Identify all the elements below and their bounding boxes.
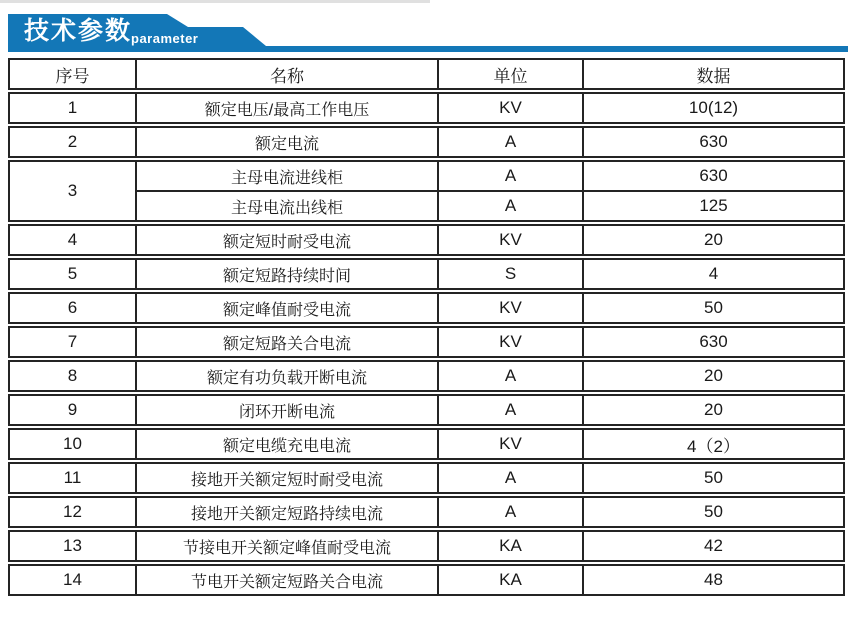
cell-serial: 10 [9, 427, 136, 461]
cell-serial: 7 [9, 325, 136, 359]
cell-serial: 8 [9, 359, 136, 393]
table-row [9, 91, 844, 125]
cell-unit: KA [438, 529, 583, 563]
table-row [9, 291, 844, 325]
table-row [9, 495, 844, 529]
cell-value: 10(12) [583, 91, 844, 125]
cell-name: 主母电流进线柜 [136, 159, 438, 191]
cell-serial: 3 [9, 159, 136, 223]
cell-unit: A [438, 495, 583, 529]
cell-value: 48 [583, 563, 844, 595]
table-row [9, 529, 844, 563]
header-serial: 序号 [9, 59, 136, 91]
cell-serial: 13 [9, 529, 136, 563]
cell-value: 50 [583, 461, 844, 495]
table-header-row [9, 59, 844, 91]
cell-serial: 5 [9, 257, 136, 291]
cell-name: 接地开关额定短路持续电流 [136, 495, 438, 529]
cell-unit: KV [438, 325, 583, 359]
cell-unit: A [438, 461, 583, 495]
cell-name: 额定短时耐受电流 [136, 223, 438, 257]
cell-serial: 6 [9, 291, 136, 325]
cell-name: 额定电流 [136, 125, 438, 159]
cell-value: 20 [583, 223, 844, 257]
cell-unit: S [438, 257, 583, 291]
cell-serial: 9 [9, 393, 136, 427]
table-row [9, 359, 844, 393]
cell-unit: A [438, 125, 583, 159]
table-row [9, 223, 844, 257]
cell-name: 闭环开断电流 [136, 393, 438, 427]
table-row [9, 257, 844, 291]
cell-serial: 12 [9, 495, 136, 529]
table-row [9, 563, 844, 595]
cell-value: 50 [583, 495, 844, 529]
table-row [9, 393, 844, 427]
header-data: 数据 [583, 59, 844, 91]
cell-value: 42 [583, 529, 844, 563]
cell-unit: KV [438, 291, 583, 325]
cell-unit: A [438, 191, 583, 223]
cell-unit: KV [438, 427, 583, 461]
table-row [9, 159, 844, 191]
cell-value: 50 [583, 291, 844, 325]
cell-value: 20 [583, 393, 844, 427]
cell-name: 额定电压/最高工作电压 [136, 91, 438, 125]
cell-value: 4（2） [583, 427, 844, 461]
cell-name: 接地开关额定短时耐受电流 [136, 461, 438, 495]
cell-value: 4 [583, 257, 844, 291]
cell-name: 额定电缆充电电流 [136, 427, 438, 461]
cell-value: 630 [583, 159, 844, 191]
banner-subtitle: parameter [131, 31, 199, 46]
parameter-table [8, 58, 845, 596]
cell-serial: 14 [9, 563, 136, 595]
cell-name: 额定短路持续时间 [136, 257, 438, 291]
cell-name: 主母电流出线柜 [136, 191, 438, 223]
section-banner [0, 0, 850, 56]
cell-serial: 1 [9, 91, 136, 125]
cell-name: 节接电开关额定峰值耐受电流 [136, 529, 438, 563]
table-row [9, 461, 844, 495]
cell-name: 额定有功负载开断电流 [136, 359, 438, 393]
table-body [9, 91, 844, 595]
banner-title: 技术参数 [24, 17, 133, 45]
cell-unit: A [438, 159, 583, 191]
table-row [9, 125, 844, 159]
cell-value: 20 [583, 359, 844, 393]
cell-unit: A [438, 359, 583, 393]
cell-unit: KA [438, 563, 583, 595]
cell-serial: 4 [9, 223, 136, 257]
header-name: 名称 [136, 59, 438, 91]
header-unit: 单位 [438, 59, 583, 91]
cell-name: 节电开关额定短路关合电流 [136, 563, 438, 595]
cell-serial: 11 [9, 461, 136, 495]
table-row [9, 427, 844, 461]
cell-unit: A [438, 393, 583, 427]
cell-name: 额定峰值耐受电流 [136, 291, 438, 325]
cell-value: 630 [583, 325, 844, 359]
cell-value: 630 [583, 125, 844, 159]
cell-unit: KV [438, 91, 583, 125]
cell-value: 125 [583, 191, 844, 223]
cell-unit: KV [438, 223, 583, 257]
cell-name: 额定短路关合电流 [136, 325, 438, 359]
cell-serial: 2 [9, 125, 136, 159]
table-row [9, 325, 844, 359]
